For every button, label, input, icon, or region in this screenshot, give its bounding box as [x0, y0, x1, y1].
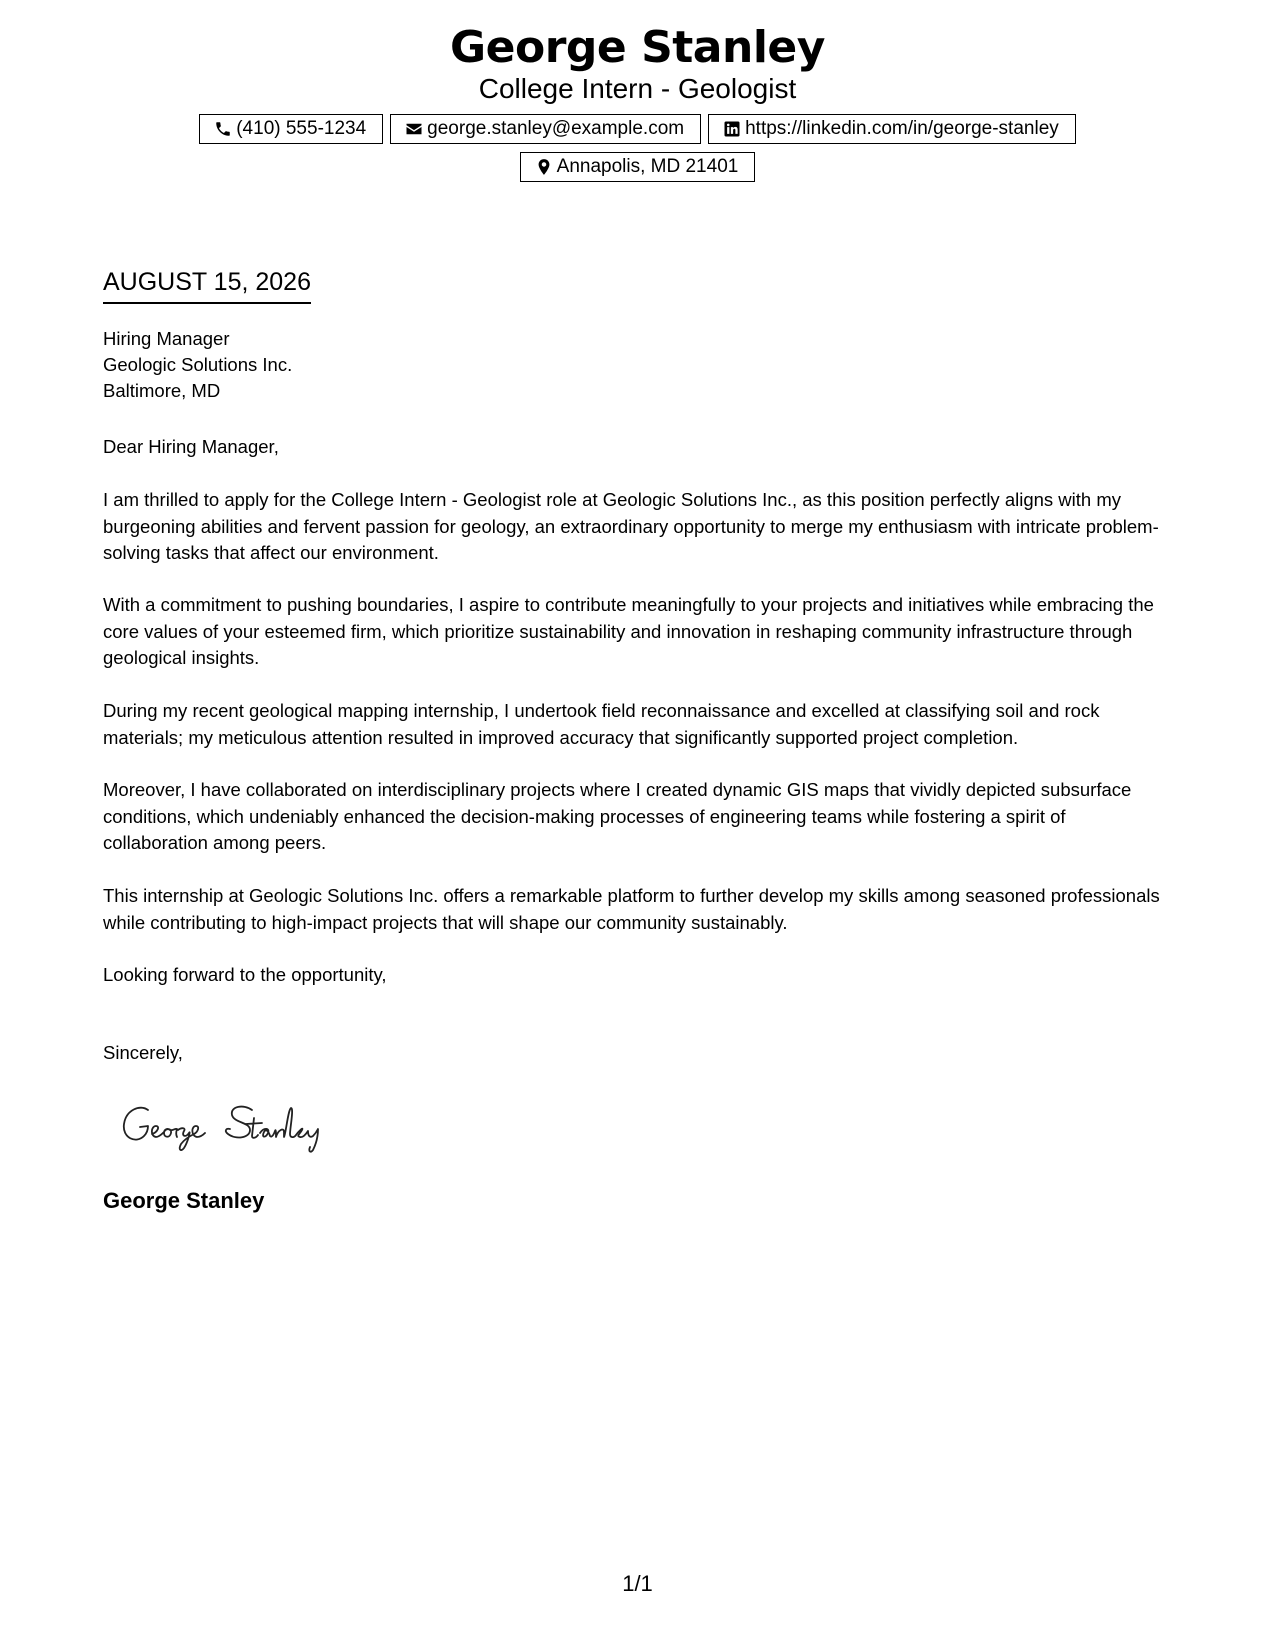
email-text: george.stanley@example.com [427, 118, 685, 139]
recipient-company: Geologic Solutions Inc. [103, 354, 293, 375]
location-contact[interactable] [520, 152, 756, 182]
envelope-icon [405, 120, 423, 138]
closing-line: Looking forward to the opportunity, [103, 964, 387, 985]
body-paragraph: This internship at Geologic Solutions Inc. offers a remarkable platform to further develop my skills among seasoned professionals while contributing to high-impact projects that will shape our community sustainably. [103, 885, 1160, 933]
linkedin-icon [723, 120, 741, 138]
recipient-title: Hiring Manager [103, 328, 230, 349]
body-paragraph: With a commitment to pushing boundaries, I aspire to contribute meaningfully to your projects and initiatives while embracing the core values of your esteemed firm, which prioritize sustainability and innovation in reshaping community infrastructure through geological insights. [103, 594, 1154, 668]
signed-name: George Stanley [103, 1188, 265, 1213]
contact-row-2 [0, 152, 1275, 182]
linkedin-contact[interactable] [708, 114, 1076, 144]
applicant-name: George Stanley [450, 22, 825, 73]
map-marker-icon [535, 158, 553, 176]
location-text: Annapolis, MD 21401 [556, 156, 739, 177]
page-number: 1/1 [622, 1571, 653, 1596]
phone-contact[interactable] [199, 114, 383, 144]
phone-icon [214, 120, 232, 138]
email-contact[interactable] [390, 114, 701, 144]
linkedin-text: https://linkedin.com/in/george-stanley [745, 118, 1059, 139]
letter-date: AUGUST 15, 2026 [103, 266, 311, 304]
contact-row [0, 114, 1275, 144]
signature-drawing [118, 1098, 358, 1154]
signoff: Sincerely, [103, 1042, 183, 1063]
body-paragraph: During my recent geological mapping internship, I undertook field reconnaissance and excelled at classifying soil and rock materials; my meticulous attention resulted in improved accuracy that significantly supported project completion. [103, 700, 1100, 748]
applicant-role: College Intern - Geologist [478, 73, 797, 104]
phone-text: (410) 555-1234 [236, 118, 367, 139]
recipient-block [103, 326, 292, 404]
handwritten-signature [118, 1098, 358, 1154]
body-paragraph: I am thrilled to apply for the College Intern - Geologist role at Geologic Solutions Inc., as this position perfectly aligns with my burgeoning abilities and fervent passion for geology, an extraordinary opportunity to merge my enthusiasm with intricate problem-solving tasks that affect our environment. [103, 489, 1159, 563]
body-paragraph: Moreover, I have collaborated on interdisciplinary projects where I created dynamic GIS maps that vividly depicted subsurface conditions, which undeniably enhanced the decision-making processes of engineering teams while fostering a spirit of collaboration among peers. [103, 779, 1132, 853]
greeting: Dear Hiring Manager, [103, 436, 279, 457]
recipient-location: Baltimore, MD [103, 380, 221, 401]
